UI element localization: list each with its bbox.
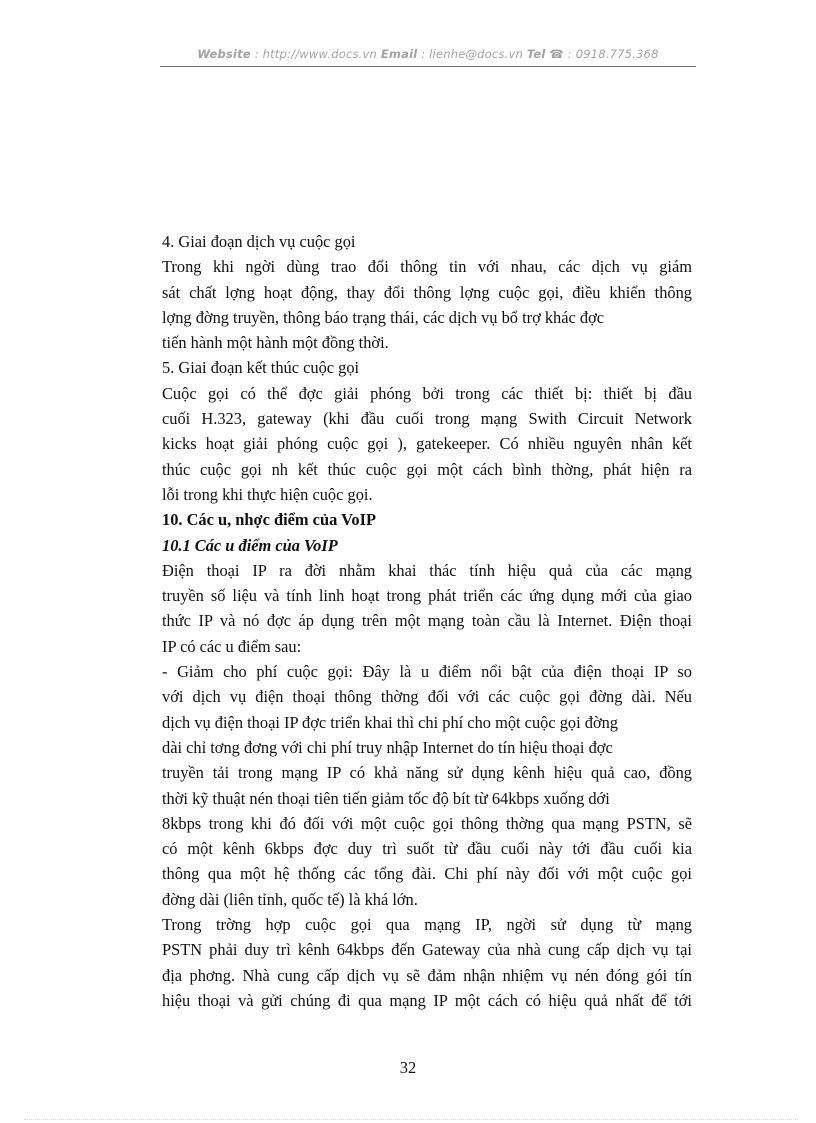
page-header — [160, 47, 696, 61]
body-line: thông qua một hệ thống các tổng đài. Chi phí này đối với một cuộc gọi — [162, 864, 692, 884]
body-line: dịch vụ điện thoại IP đợc triển khai thì chi phí cho một cuộc gọi đờng — [162, 712, 619, 732]
page-number: 32 — [399, 1058, 417, 1077]
subsection-heading: 10.1 Các u điểm của VoIP — [162, 535, 338, 555]
body-line: với dịch vụ điện thoại thông thờng đối với các cuộc gọi đờng dài. Nếu — [162, 687, 692, 707]
email-label: Email — [380, 47, 418, 61]
header-divider — [160, 66, 696, 67]
page-bottom-border — [24, 1119, 798, 1120]
body-line: truyền tải trong mạng IP có khả năng sử dụng kênh hiệu quả cao, đồng — [162, 763, 692, 783]
website-url: : http://www.docs.vn — [254, 47, 378, 61]
body-line: IP có các u điểm sau: — [162, 636, 302, 656]
body-line: đờng dài (liên tỉnh, quốc tế) là khá lớn. — [162, 889, 418, 909]
body-line: địa phơng. Nhà cung cấp dịch vụ sẽ đảm nhận nhiệm vụ nén đóng gói tín — [162, 965, 692, 985]
body-line: Điện thoại IP ra đời nhằm khai thác tính hiệu quả của các mạng — [162, 560, 692, 580]
body-line: truyền số liệu và tính linh hoạt trong phát triển các ứng dụng mới của giao — [162, 586, 692, 606]
body-line: có một kênh 6kbps đợc duy trì suốt từ đầu cuối này tới đầu cuối kia — [162, 839, 692, 859]
body-line: Trong trờng hợp cuộc gọi qua mạng IP, ngời sử dụng từ mạng — [162, 915, 692, 935]
body-line: thức IP và nó đợc áp dụng trên một mạng toàn cầu là Internet. Điện thoại — [162, 611, 692, 631]
body-line: Cuộc gọi có thể đợc giải phóng bởi trong các thiết bị: thiết bị đầu — [162, 383, 692, 403]
body-line: hiệu thoại và gửi chúng đi qua mạng IP một cách có hiệu quả nhất để tới — [162, 990, 692, 1010]
body-line: lợng đờng truyền, thông báo trạng thái, các dịch vụ bổ trợ khác đợc — [162, 307, 605, 327]
document-body — [162, 229, 692, 1013]
chapter-heading: 10. Các u, nhợc điểm của VoIP — [162, 510, 376, 530]
body-line: thúc cuộc gọi nh kết thúc cuộc gọi một cách bình thờng, phát hiện ra — [162, 459, 692, 479]
body-line: tiến hành một hành một đồng thời. — [162, 333, 389, 353]
email-address: : lienhe@docs.vn — [421, 47, 523, 61]
tel-label: Tel — [526, 47, 546, 61]
body-line: dài chỉ tơng đơng với chi phí truy nhập Internet do tín hiệu thoại đợc — [162, 737, 613, 757]
body-line: 8kbps trong khi đó đối với một cuộc gọi thông thờng qua mạng PSTN, sẽ — [162, 813, 692, 833]
body-line: cuối H.323, gateway (khi đầu cuối trong mạng Swith Circuit Network — [162, 409, 692, 429]
section-heading-5: 5. Giai đoạn kết thúc cuộc gọi — [162, 358, 360, 378]
body-line: lỗi trong khi thực hiện cuộc gọi. — [162, 484, 373, 504]
body-line: sát chất lợng hoạt động, thay đổi thông lợng cuộc gọi, điều khiển thông — [162, 282, 692, 302]
tel-number: ☎ : 0918.775.368 — [549, 47, 659, 61]
body-line: Trong khi ngời dùng trao đổi thông tin với nhau, các dịch vụ giám — [162, 257, 692, 277]
body-line: kicks hoạt giải phóng cuộc gọi ), gatekeeper. Có nhiều nguyên nhân kết — [162, 434, 692, 454]
section-heading-4: 4. Giai đoạn dịch vụ cuộc gọi — [162, 232, 356, 251]
body-line: PSTN phải duy trì kênh 64kbps đến Gateway của nhà cung cấp dịch vụ tại — [162, 940, 692, 960]
body-line: thời kỹ thuật nén thoại tiên tiến giảm tốc độ bít từ 64kbps xuống dới — [162, 788, 610, 808]
body-line: - Giảm cho phí cuộc gọi: Đây là u điểm nổi bật của điện thoại IP so — [162, 662, 692, 682]
website-label: Website — [197, 47, 251, 61]
